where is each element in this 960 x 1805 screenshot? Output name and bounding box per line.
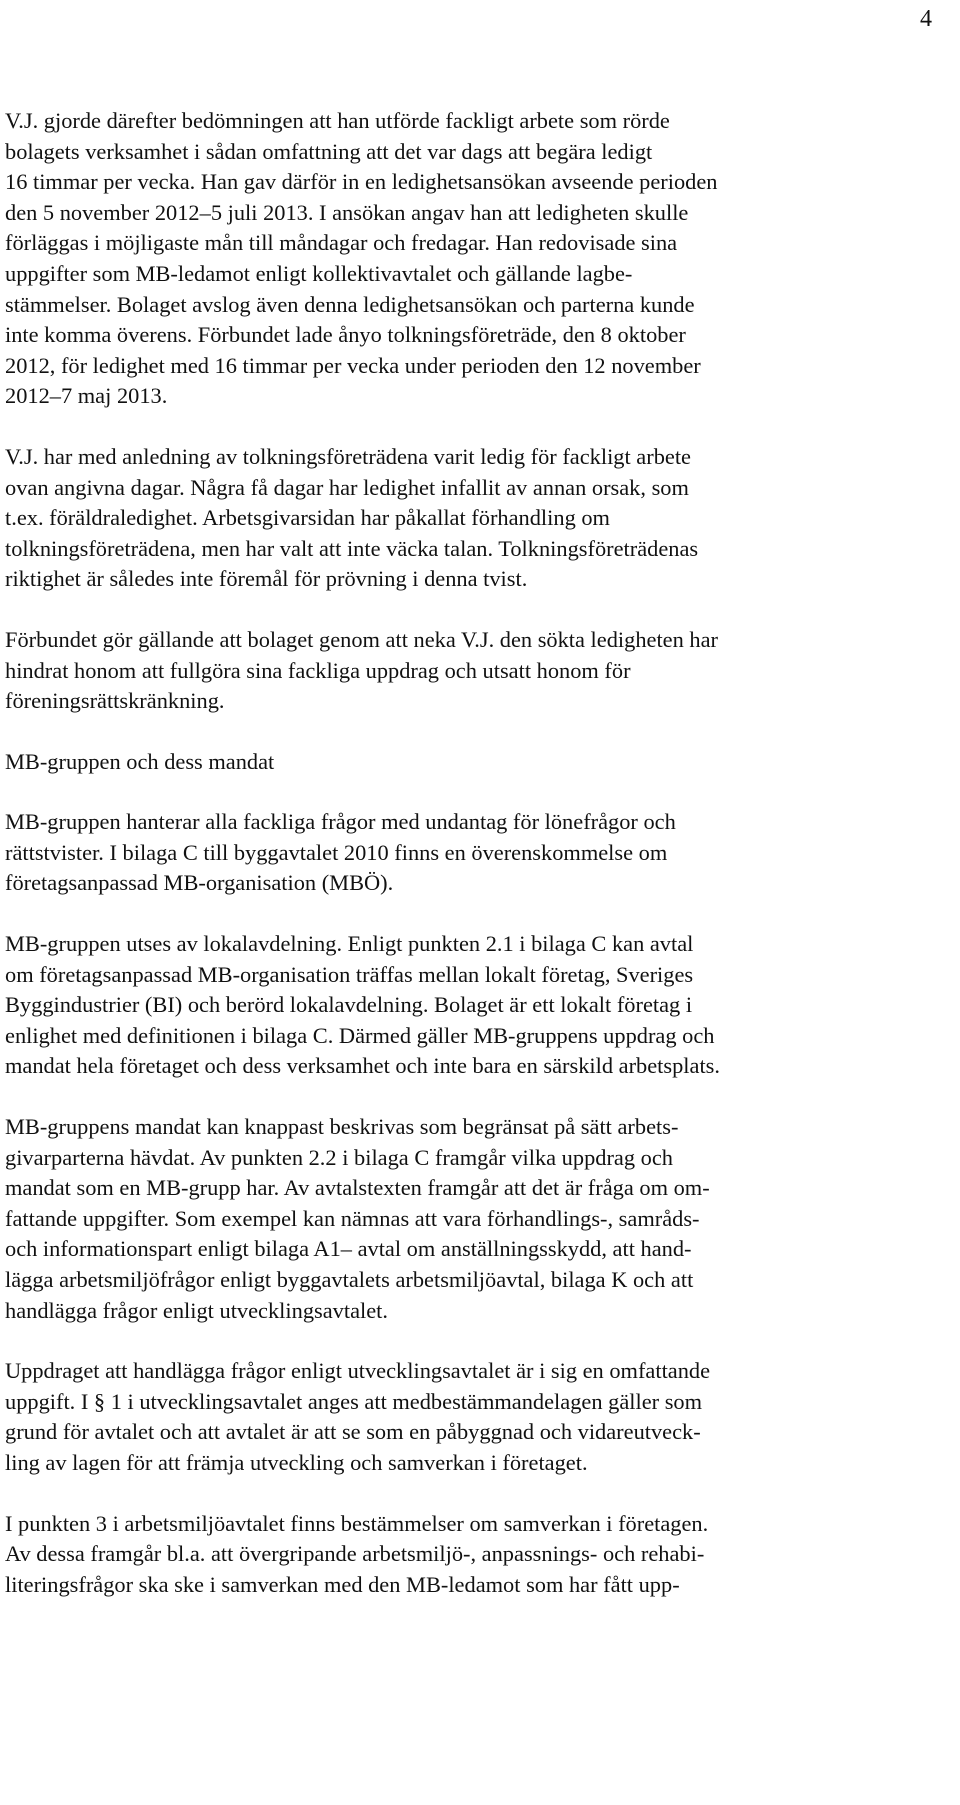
page-number: 4 [920,6,932,32]
paragraph-mb-group-scope: MB-gruppen hanterar alla fackliga frågor med undantag för lönefrågor och rättstvister. I bilaga C till byggavtalet 2010 finns en överenskommelse om företagsanpassad MB-organisation (MBÖ). [5,809,676,896]
paragraph-work-environment-agreement: I punkten 3 i arbetsmiljöavtalet finns bestämmelser om samverkan i företagen. Av dessa framgår bl.a. att övergripande arbetsmiljö-, anpassnings- och rehabi- literingsfrågor ska ske i samverkan med den MB-ledamot som har fått upp- [5,1510,709,1597]
paragraph-mb-group-mandate: MB-gruppens mandat kan knappast beskrivas som begränsat på sätt arbets- givarparterna hävdat. Av punkten 2.2 i bilaga C framgår vilka uppdrag och mandat som en MB-grupp har. Av avtalstexten framgår att det är fråga om om- fattande uppgifter. Som exempel kan nämnas att vara förhandlings-, samråds- och informationspart enligt bilaga A1– avtal om anställningsskydd, att hand- lägga arbetsmiljöfrågor enligt byggavtalets arbetsmiljöavtal, bilaga K och att handlägga frågor enligt utvecklingsavtalet. [5,1114,710,1323]
document-body [5,106,945,1600]
paragraph-development-agreement: Uppdraget att handlägga frågor enligt utvecklingsavtalet är i sig en omfattande uppgift. I § 1 i utvecklingsavtalet anges att medbestämmandelagen gäller som grund för avtalet och att avtalet är att se som en påbyggnad och vidareutveck- ling av lagen för att främja utveckling och samverkan i företaget. [5,1358,711,1475]
section-heading: MB-gruppen och dess mandat [5,748,275,774]
paragraph-leave-application: V.J. gjorde därefter bedömningen att han utförde fackligt arbete som rörde bolagets verksamhet i sådan omfattning att det var dags att begära ledigt 16 timmar per vecka. Han gav därför in en ledighetsansökan avseende perioden den 5 november 2012–5 juli 2013. I ansökan angav han att ledigheten skulle förläggas i möjligaste mån till måndagar och fredagar. Han redovisade sina uppgifter som MB-ledamot enligt kollektivavtalet och gällande lagbe- stämmelser. Bolaget avslog även denna ledighetsansökan och parterna kunde inte komma överens. Förbundet lade ånyo tolkningsföreträde, den 8 oktober 2012, för ledighet med 16 timmar per vecka under perioden den 12 november 2012–7 maj 2013. [5,108,718,409]
paragraph-leave-taken: V.J. har med anledning av tolkningsföreträdena varit ledig för fackligt arbete ovan angivna dagar. Några få dagar har ledighet infallit av annan orsak, som t.ex. föräldraledighet. Arbetsgivarsidan har påkallat förhandling om tolkningsföreträdena, men har valt att inte väcka talan. Tolkningsföreträdenas riktighet är således inte föremål för prövning i denna tvist. [5,443,699,592]
paragraph-union-claim: Förbundet gör gällande att bolaget genom att neka V.J. den sökta ledigheten har hindrat honom att fullgöra sina fackliga uppdrag och utsatt honom för föreningsrättskränkning. [5,626,719,714]
paragraph-mb-group-appointment: MB-gruppen utses av lokalavdelning. Enligt punkten 2.1 i bilaga C kan avtal om företagsanpassad MB-organisation träffas mellan lokalt företag, Sveriges Byggindustrier (BI) och berörd lokalavdelning. Bolaget är ett lokalt företag i enlighet med definitionen i bilaga C. Därmed gäller MB-gruppens uppdrag och mandat hela företaget och dess verksamhet och inte bara en särskild arbetsplats. [5,931,720,1079]
